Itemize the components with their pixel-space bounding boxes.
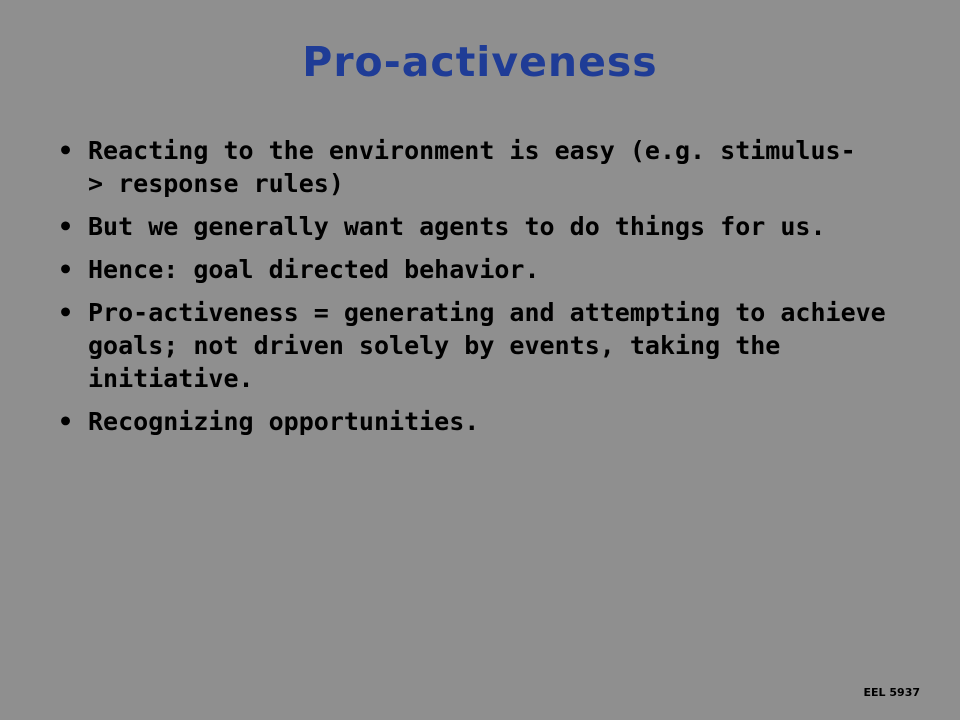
bullet-text: Pro-activeness = generating and attempting to achieve goals; not driven solely by events, taking the initiative. (88, 298, 886, 393)
bullet-marker: • (58, 298, 74, 327)
bullet-text: But we generally want agents to do things for us. (88, 212, 826, 241)
bullet-text: Recognizing opportunities. (88, 407, 480, 436)
course-code-footer: EEL 5937 (863, 686, 920, 699)
bullet-marker: • (58, 212, 74, 241)
bullet-marker: • (58, 136, 74, 165)
bullet-item (58, 210, 908, 243)
bullet-item (58, 405, 908, 438)
bullet-text: Hence: goal directed behavior. (88, 255, 540, 284)
bullet-item (58, 253, 908, 286)
bullet-text: Reacting to the environment is easy (e.g. stimulus-> response rules) (88, 136, 856, 198)
bullet-list (58, 134, 908, 448)
bullet-marker: • (58, 255, 74, 284)
slide-title: Pro-activeness (302, 38, 658, 86)
bullet-item (58, 134, 908, 200)
bullet-marker: • (58, 407, 74, 436)
bullet-item (58, 296, 908, 395)
